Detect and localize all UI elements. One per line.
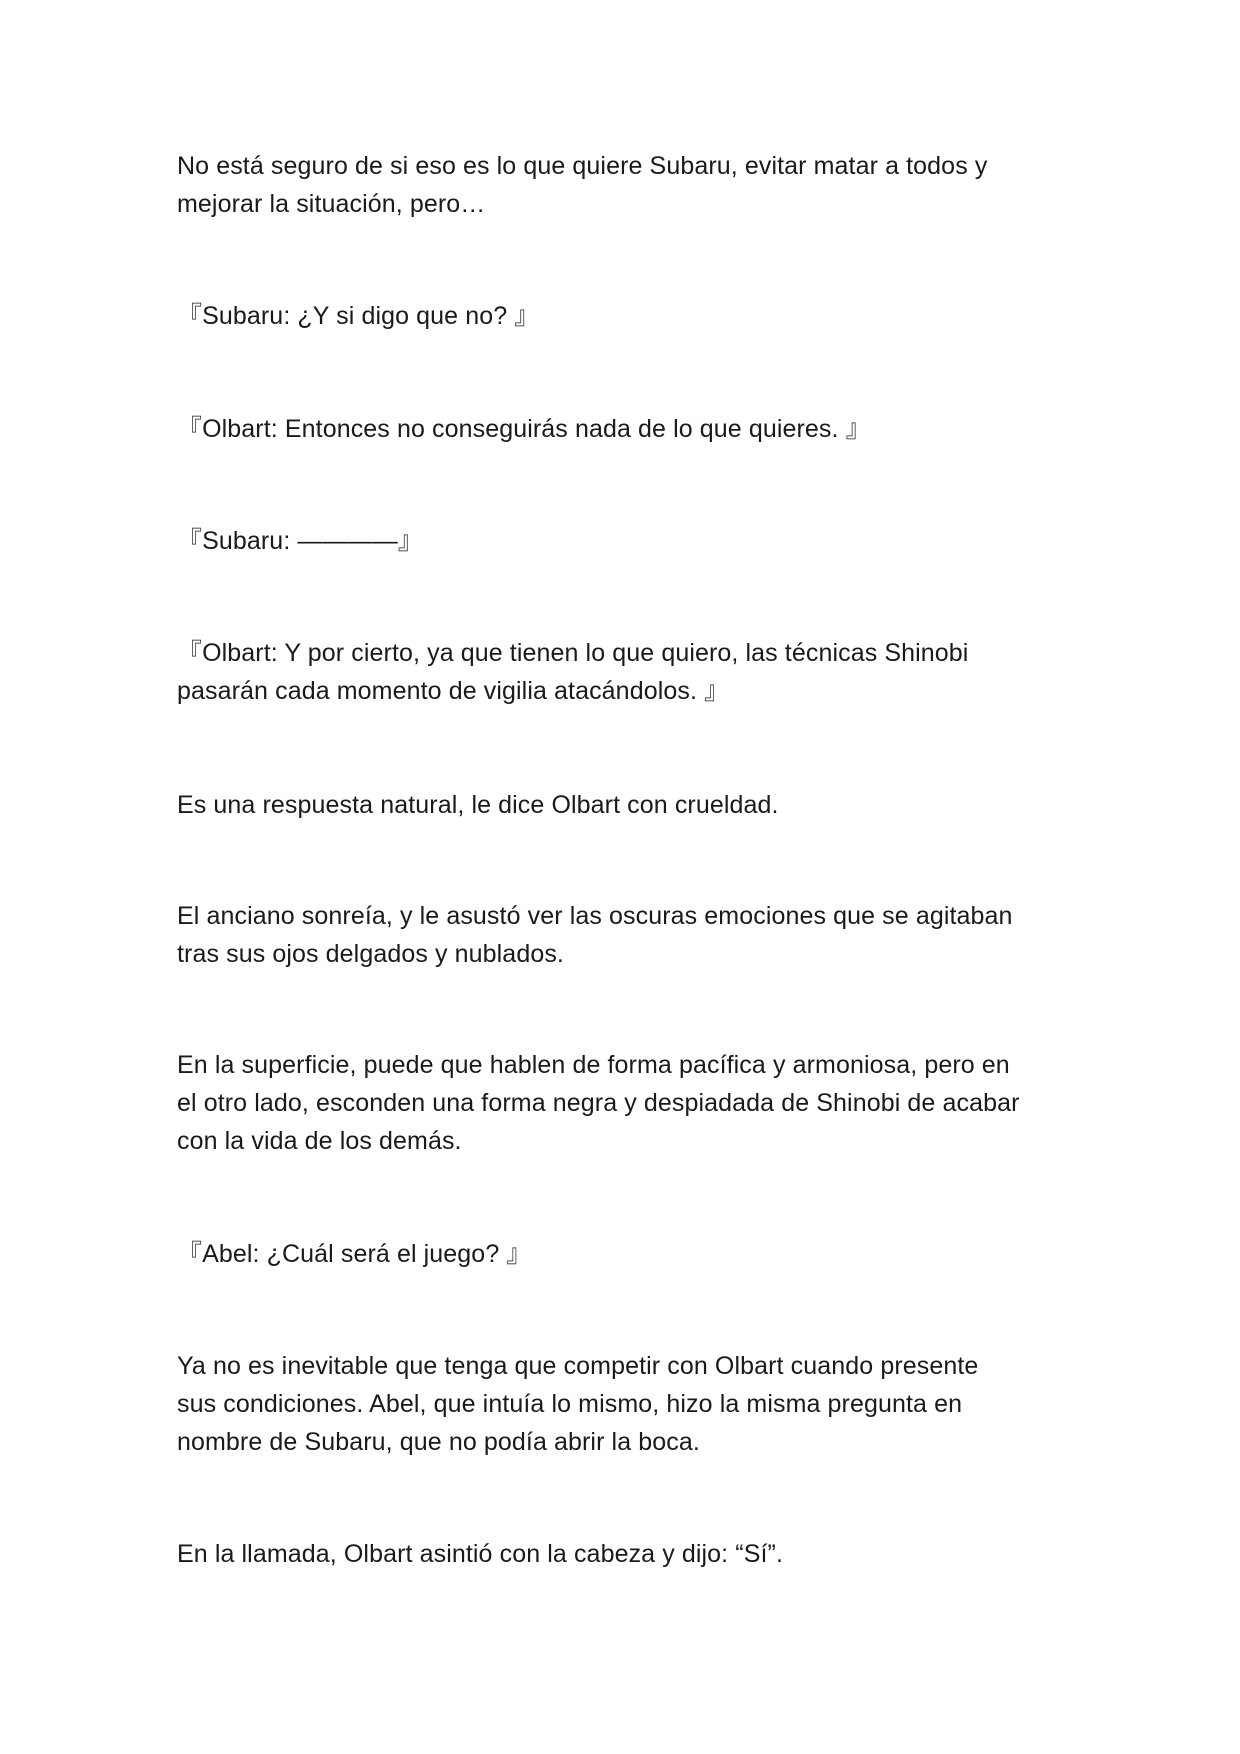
text-line: Ya no es inevitable que tenga que competir con Olbart cuando presente — [177, 1352, 979, 1380]
text-line: con la vida de los demás. — [177, 1127, 462, 1155]
text-line: 『Olbart: Y por cierto, ya que tienen lo que quiero, las técnicas Shinobi — [177, 639, 969, 667]
dialogue-olbart-1 — [177, 410, 1077, 448]
text-line: pasarán cada momento de vigilia atacándolos. 』 — [177, 677, 730, 705]
text-line: 『Subaru: ————』 — [177, 527, 423, 555]
text-line: En la superficie, puede que hablen de forma pacífica y armoniosa, pero en — [177, 1051, 1010, 1079]
text-line: No está seguro de si eso es lo que quiere Subaru, evitar matar a todos y — [177, 152, 988, 180]
paragraph-narration-2 — [177, 786, 1077, 824]
paragraph-narration-6 — [177, 1535, 1077, 1573]
text-line: el otro lado, esconden una forma negra y despiadada de Shinobi de acabar — [177, 1089, 1020, 1117]
dialogue-abel-1 — [177, 1235, 1077, 1273]
text-line: 『Abel: ¿Cuál será el juego? 』 — [177, 1240, 532, 1268]
text-line: tras sus ojos delgados y nublados. — [177, 940, 564, 968]
paragraph-narration-1 — [177, 147, 1077, 223]
dialogue-subaru-2 — [177, 522, 1077, 560]
dialogue-subaru-1 — [177, 297, 1077, 335]
text-line: En la llamada, Olbart asintió con la cabeza y dijo: “Sí”. — [177, 1540, 783, 1568]
text-line: mejorar la situación, pero… — [177, 190, 486, 218]
text-line: 『Olbart: Entonces no conseguirás nada de lo que quieres. 』 — [177, 415, 871, 443]
text-line: Es una respuesta natural, le dice Olbart con crueldad. — [177, 791, 779, 819]
text-line: 『Subaru: ¿Y si digo que no? 』 — [177, 302, 540, 330]
paragraph-narration-5 — [177, 1347, 1077, 1461]
text-line: nombre de Subaru, que no podía abrir la boca. — [177, 1428, 700, 1456]
text-line: El anciano sonreía, y le asustó ver las oscuras emociones que se agitaban — [177, 902, 1013, 930]
paragraph-narration-3 — [177, 897, 1077, 973]
paragraph-narration-4 — [177, 1046, 1077, 1160]
dialogue-olbart-2 — [177, 634, 1077, 710]
text-line: sus condiciones. Abel, que intuía lo mismo, hizo la misma pregunta en — [177, 1390, 963, 1418]
